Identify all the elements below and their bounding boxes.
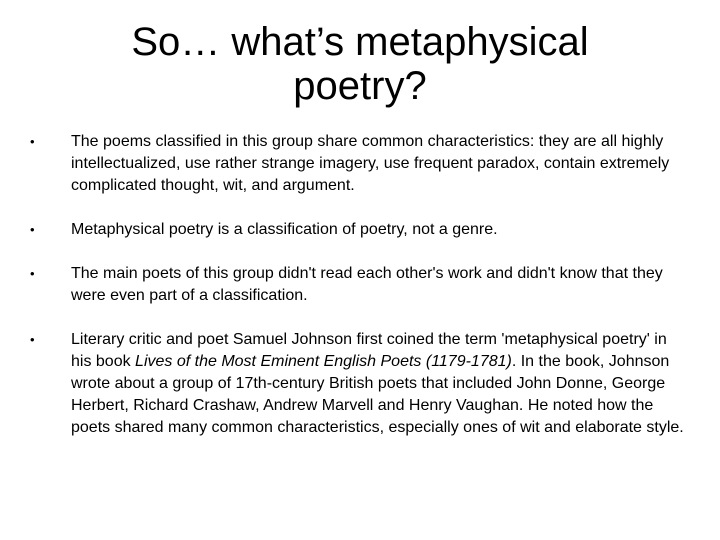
bullet-dot-icon: • (30, 222, 35, 237)
bullet-text: The poems classified in this group share common characteristics: they are all highly intellectualized, use rather strange imagery, use frequent paradox, contain extremely complicated thought, wit, and argument. (71, 133, 670, 194)
bullet-dot-icon: • (30, 266, 35, 281)
bullet-list (30, 131, 690, 461)
slide-title: So… what’s metaphysical poetry? (131, 20, 589, 108)
bullet-text-after: . In the book, Johnson wrote about a group of 17th-century British poets that included John Donne, George Herbert, Richard Crashaw, Andrew Marvell and Henry Vaughan. He noted how the poets shared many common characteristics, especially ones of wit and elaborate style. (71, 353, 684, 436)
bullet-item (30, 219, 690, 241)
book-title: Lives of the Most Eminent English Poets (1179-1781) (135, 353, 512, 370)
bullet-text: The main poets of this group didn't read each other's work and didn't know that they were even part of a classification. (71, 265, 663, 304)
bullet-dot-icon: • (30, 332, 35, 347)
bullet-item (30, 263, 690, 307)
bullet-dot-icon: • (30, 134, 35, 149)
bullet-text: Metaphysical poetry is a classification of poetry, not a genre. (71, 221, 498, 238)
bullet-item (30, 131, 690, 197)
bullet-text-before: Literary critic and poet Samuel Johnson first coined the term 'metaphysical poetry' in his book (71, 331, 667, 370)
bullet-text-rich (71, 329, 690, 439)
bullet-item (30, 329, 690, 439)
